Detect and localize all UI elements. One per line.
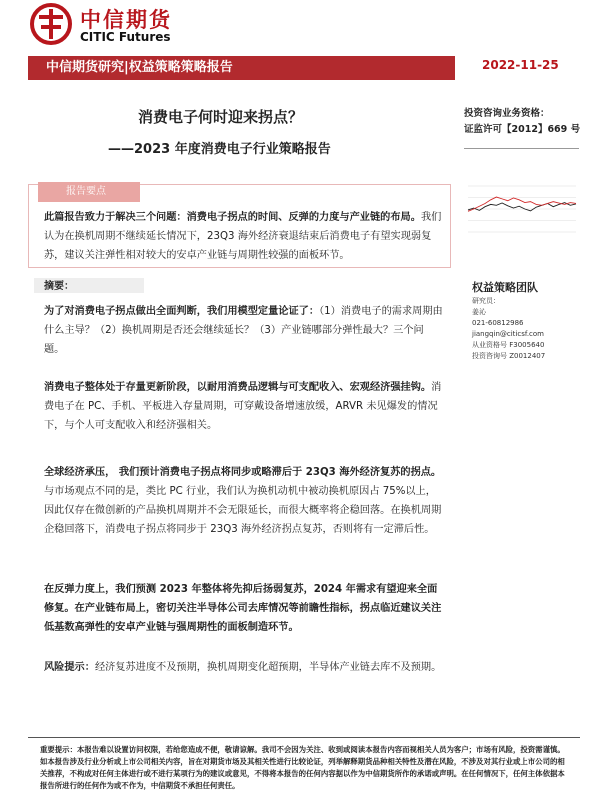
key-points-body: 我们认为在换机周期不继续延长情况下，23Q3 海外经济衰退结束后消费电子有望实现弱复苏，建议关注弹性相对较大的安卓产业链与周期性较强的面板环节。	[44, 212, 442, 261]
report-title: 消费电子何时迎来拐点？	[138, 108, 304, 126]
key-points-lead: 此篇报告致力于解决三个问题：消费电子拐点的时间、反弹的力度与产业链的布局。	[44, 212, 421, 223]
abstract-paragraph-3	[44, 463, 444, 539]
paragraph-3-lead: 全球经济承压， 我们预计消费电子拐点将同步或略滞后于 23Q3 海外经济复苏的拐点。	[44, 467, 442, 478]
right-column-divider	[464, 148, 579, 149]
paragraph-4-lead: 在反弹力度上，我们预测 2023 年整体将先抑后扬弱复苏，2024 年需求有望迎来全面修复。在产业链布局上，密切关注半导体公司去库情况等前瞻性指标，拐点临近建议关注低基数高弹性的安卓产业链与强周期性的面板制造环节。	[44, 584, 442, 633]
abstract-paragraph-2	[44, 378, 444, 435]
analyst-name: 姜沁	[472, 308, 486, 316]
report-subtitle: ——2023 年度消费电子行业策略报告	[108, 142, 331, 157]
abstract-label: 摘要：	[44, 281, 74, 292]
report-category-banner: 中信期货研究|权益策略策略报告	[28, 56, 455, 80]
qualification-line-1: 投资咨询业务资格：	[464, 108, 550, 119]
team-title: 权益策略团队	[472, 281, 538, 294]
index-trend-chart	[462, 180, 580, 238]
paragraph-1-lead: 为了对消费电子拐点做出全面判断，我们用模型定量论证了：	[44, 306, 320, 317]
risk-warning-label: 风险提示：	[44, 662, 95, 673]
paragraph-2-lead: 消费电子整体处于存量更新阶段，以耐用消费品逻辑与可支配收入、宏观经济强挂钩。	[44, 382, 432, 393]
abstract-paragraph-1	[44, 302, 444, 359]
abstract-paragraph-4	[44, 580, 444, 637]
paragraph-3-body: 与市场观点不同的是，类比 PC 行业，我们认为换机动机中被动换机原因占 75%以上，因此仅存在微创新的产品换机周期并不会无限延长，而很大概率将企稳回落。在换机周期企稳回落下，消费电子拐点将同步于 23Q3 海外经济拐点复苏，否则将有一定滞后性。	[44, 486, 442, 535]
disclaimer-divider	[28, 737, 580, 738]
paragraph-1-body: （1）消费电子的需求周期由什么主导？（2）换机周期是否还会继续延长？（3）产业链哪部分弹性最大？三个问题。	[44, 306, 443, 355]
analyst-cert-2: 投资咨询号 Z0012407	[472, 352, 546, 360]
brand-name-cn: 中信期货	[80, 8, 172, 32]
qualification-line-2: 证监许可【2012】669 号	[464, 124, 581, 135]
brand-name-en: CITIC Futures	[80, 30, 171, 44]
risk-warning-body: 经济复苏进度不及预期，换机周期变化超预期，半导体产业链去库不及预期。	[94, 662, 442, 673]
analyst-cert-1: 从业资格号 F3005640	[472, 341, 545, 349]
disclaimer-text: 重要提示：本报告难以设置访问权限，若给您造成不便，敬请谅解。我司不会因为关注、收到或阅读本报告内容而视相关人员为客户；市场有风险，投资需谨慎。如本报告涉及行业分析或上市公司相关内容，旨在对期货市场及其相关性进行比较论证，列举解释期货品种相关特性及潜在风险，不涉及对其行业或上市公司的相关推荐，不构成对任何主体进行或不进行某项行为的建议或意见，不得将本报告的任何内容据以作为中信期货所作的承诺或声明。在任何情况下，任何主体依据本报告所进行的任何作为或不作为，中信期货不承担任何责任。	[40, 745, 565, 790]
report-date: 2022-11-25	[482, 58, 559, 72]
analyst-email: jiangqin@citicsf.com	[472, 330, 544, 338]
key-points-text	[44, 208, 444, 265]
risk-warning-paragraph	[44, 658, 444, 677]
analyst-role: 研究员：	[472, 297, 500, 305]
key-points-tab: 报告要点	[38, 182, 140, 202]
analyst-phone: 021-60812986	[472, 319, 524, 327]
analyst-info	[472, 296, 545, 362]
citic-logo-icon	[30, 3, 72, 45]
qualification-block	[464, 106, 580, 138]
paragraph-2-body: 消费电子在 PC、手机、平板进入存量周期，可穿戴设备增速放缓，ARVR 未见爆发的情况下，与个人可支配收入和经济强相关。	[44, 382, 442, 431]
chart-gridlines	[468, 186, 576, 232]
